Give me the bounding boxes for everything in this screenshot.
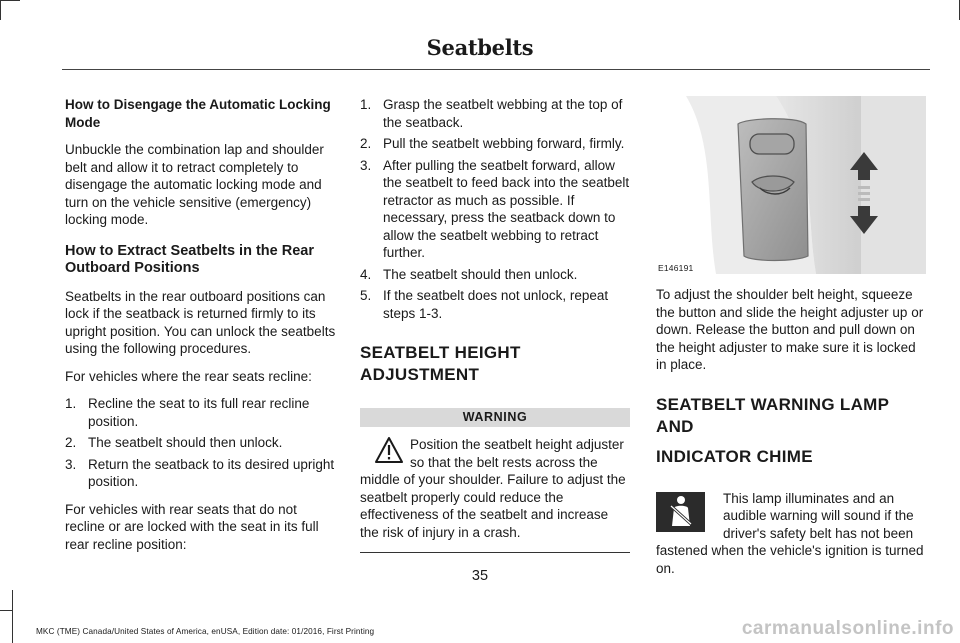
- list-number: 2.: [360, 136, 372, 151]
- list-number: 1.: [65, 396, 77, 411]
- warning-lamp-block: [656, 490, 928, 578]
- list-item: [65, 456, 337, 491]
- warning-box: [360, 408, 630, 553]
- heading-extract-seatbelts: How to Extract Seatbelts in the Rear Outboard Positions: [65, 242, 314, 276]
- column-3: [656, 286, 928, 577]
- seatbelt-height-adjuster-illustration: [656, 96, 926, 274]
- seatbelt-warning-lamp-icon: [656, 492, 705, 532]
- list-text: Recline the seat to its full rear recline position.: [88, 396, 310, 429]
- figure-code: E146191: [658, 263, 694, 273]
- page-number: 35: [471, 568, 489, 584]
- list-item: [360, 96, 630, 131]
- edition-footer: MKC (TME) Canada/United States of America, enUSA, Edition date: 01/2016, First Printing: [36, 627, 375, 636]
- list-text: The seatbelt should then unlock.: [88, 435, 283, 450]
- warning-triangle-icon: [374, 436, 404, 464]
- crop-mark: [0, 610, 12, 611]
- paragraph: To adjust the shoulder belt height, squeeze the button and slide the height adjuster up or down. Release the button and pull down on the height adjuster to make sure it is locked in place.: [656, 287, 924, 372]
- crop-mark: [0, 0, 20, 1]
- page-title: Seatbelts: [426, 35, 534, 60]
- crop-mark: [0, 0, 1, 20]
- heading-disengage: How to Disengage the Automatic Locking Mode: [65, 97, 331, 130]
- warning-label: WARNING: [360, 408, 630, 427]
- list-number: 5.: [360, 288, 372, 303]
- column-2: [360, 96, 630, 553]
- list-item: [360, 287, 630, 322]
- watermark: carmanualsonline.info: [741, 618, 954, 639]
- paragraph: For vehicles where the rear seats recline:: [65, 368, 312, 384]
- crop-mark: [12, 590, 13, 643]
- column-1: [65, 96, 337, 563]
- list-item: [65, 434, 337, 452]
- list-number: 4.: [360, 266, 372, 282]
- section-heading-indicator-chime: INDICATOR CHIME: [656, 446, 813, 466]
- lamp-description: This lamp illuminates and an audible warning will sound if the driver's safety belt has not been fastened when the vehicle's ignition is turned on.: [656, 490, 924, 576]
- list-text: After pulling the seatbelt forward, allow the seatbelt to feed back into the seatbelt retractor as much as possible. If necessary, press the seatback down to allow the seatbelt webbing to retract further.: [383, 157, 630, 260]
- header-rule: [62, 69, 930, 70]
- list-number: 3.: [360, 157, 372, 173]
- list-item: [360, 266, 630, 284]
- list-text: Return the seatback to its desired upright position.: [88, 456, 335, 489]
- paragraph: For vehicles with rear seats that do not recline or are locked with the seat in its full rear recline position:: [65, 501, 319, 552]
- list-text: The seatbelt should then unlock.: [383, 266, 578, 282]
- list-number: 2.: [65, 435, 77, 450]
- unlock-steps-list: [360, 96, 630, 322]
- warning-text: Position the seatbelt height adjuster so that the belt rests across the middle of your shoulder. Failure to adjust the seatbelt properly could reduce the effectiveness of the seatbelt and increase the risk of injury in a crash.: [360, 437, 626, 540]
- list-number: 1.: [360, 97, 372, 112]
- list-text: If the seatbelt does not unlock, repeat steps 1-3.: [383, 288, 609, 321]
- paragraph: Seatbelts in the rear outboard positions can lock if the seatback is returned firmly to its upright position. You can unlock the seatbelts using the following procedures.: [65, 288, 336, 356]
- list-number: 3.: [65, 456, 77, 472]
- list-text: Pull the seatbelt webbing forward, firmly.: [383, 136, 625, 151]
- list-item: [360, 157, 630, 262]
- list-item: [65, 395, 337, 430]
- section-heading-warning-lamp: SEATBELT WARNING LAMP AND: [656, 394, 889, 436]
- recline-steps-list: [65, 395, 337, 491]
- warning-body: [360, 427, 630, 553]
- paragraph: Unbuckle the combination lap and shoulder belt and allow it to retract completely to disengage the automatic locking mode and turn on the vehicle sensitive (emergency) locking mode.: [65, 142, 324, 227]
- list-item: [360, 135, 630, 153]
- section-heading-height-adjustment: SEATBELT HEIGHT ADJUSTMENT: [360, 343, 521, 384]
- list-text: Grasp the seatbelt webbing at the top of the seatback.: [383, 97, 623, 130]
